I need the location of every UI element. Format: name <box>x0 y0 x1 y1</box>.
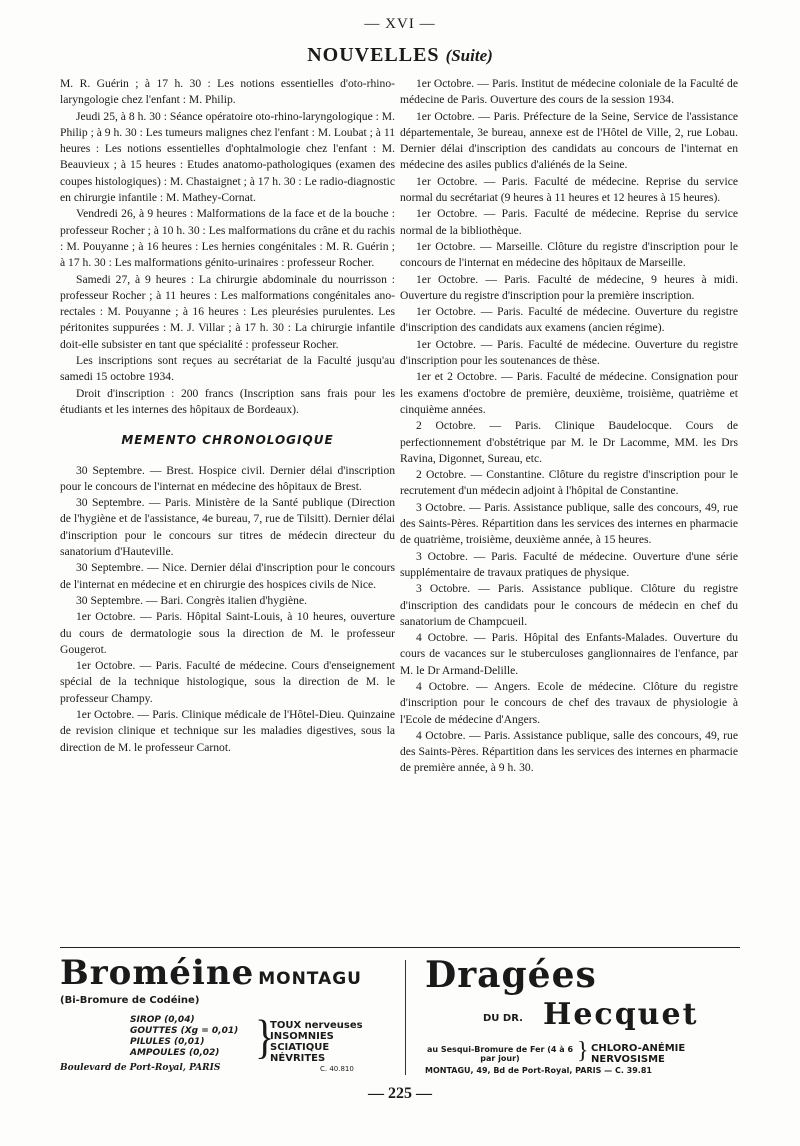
section-heading <box>0 44 800 67</box>
memento-entry: 30 Septembre. — Nice. Dernier délai d'inscription pour le concours de l'internat en médecine et en chirurgie des hospices civils de Nice. <box>60 561 395 591</box>
memento-entry: 1er Octobre. — Paris. Faculté de médecine. Ouverture du registre d'inscription pour les soutenances de thèse. <box>400 337 738 368</box>
indications <box>270 1020 363 1064</box>
memento-entry: 1er Octobre. — Paris. Faculté de médecine. Cours d'enseignement spécial de la technique histologique, sous la direction de M. le professeur Champy. <box>60 659 395 705</box>
page-folio: — XVI — <box>364 16 436 32</box>
bromeine-address: Boulevard de Port-Royal, PARIS <box>60 1063 221 1073</box>
dosage-form: SIROP (0,04) <box>130 1015 195 1025</box>
indication: CHLORO-ANÉMIE <box>591 1043 686 1054</box>
dragees-brand: Dragées <box>425 954 597 996</box>
hecquet-brand: Hecquet <box>543 997 699 1032</box>
paragraph: Droit d'inscription : 200 francs (Inscription sans frais pour les étudiants et les internes des hôpitaux de Bordeaux). <box>60 386 395 416</box>
montagu-maker: MONTAGU <box>258 969 362 989</box>
paragraph: Samedi 27, à 9 heures : La chirurgie abdominale du nourrisson : professeur Rocher ; à 11 heures : Les malformations congénitales ano-rectales : M. Pouyanne ; à 16 heures : Les pleurésies purulentes. Les péritonites suppurées : M. J. Villar ; à 17 h. 30 : La chirurgie infantile doit-elle subsister en tant que spécialité : professeur Rocher. <box>60 272 395 351</box>
right-column <box>400 76 738 777</box>
bromeine-code: C. 40.810 <box>320 1065 354 1073</box>
memento-entry: 4 Octobre. — Paris. Assistance publique, salle des concours, 49, rue des Saints-Pères. Répartition dans les services des internes en pharmacie de première année, à 9 h. 30. <box>400 728 738 775</box>
memento-entry: 1er Octobre. — Paris. Faculté de médecine. Reprise du service normal de la bibliothèque. <box>400 207 738 237</box>
memento-entry: 3 Octobre. — Paris. Faculté de médecine. Ouverture d'une série supplémentaire de travaux pratiques de physique. <box>400 549 738 579</box>
bromeine-subtitle: (Bi-Bromure de Codéine) <box>60 995 200 1006</box>
memento-entry: 1er Octobre. — Paris. Faculté de médecine, 9 heures à midi. Ouverture du registre d'inscription pour la première inscription. <box>400 272 738 302</box>
memento-entry: 30 Septembre. — Brest. Hospice civil. Dernier délai d'inscription pour le concours de l'internat en médecine des hôpitaux de Brest. <box>60 463 395 493</box>
memento-entry: 3 Octobre. — Paris. Assistance publique. Clôture du registre d'inscription des candidats pour le concours de médecin en chef du sanatorium de Champcueil. <box>400 582 738 628</box>
dosage-form: AMPOULES (0,02) <box>130 1048 220 1058</box>
indication: INSOMNIES <box>270 1031 334 1042</box>
paragraph: Jeudi 25, à 8 h. 30 : Séance opératoire oto-rhino-laryngologique : M. Philip ; à 9 h. 30 : Les tumeurs malignes chez l'enfant : M. Loubat ; à 11 heures : Les notions essentielles d'ophtalmologie chez l'enfant : M. Beauvieux ; à 15 heures : Etudes anatomo-pathologiques (examen des coupes histologiques) : M. Chastaignet ; à 17 h. 30 : Le radio-diagnostic en chirurgie infantile : M. Mathey-Cornat. <box>60 109 395 205</box>
dosage-forms <box>130 1015 238 1059</box>
paragraph: Les inscriptions sont reçues au secrétariat de la Faculté jusqu'au samedi 15 octobre 1934. <box>60 354 395 384</box>
brace-icon: } <box>255 1009 275 1064</box>
memento-entry: 4 Octobre. — Paris. Hôpital des Enfants-Malades. Ouverture du cours de vacances sur le stuberculoses ganglionnaires de l'enfance, par M. le Dr Armand-Delille. <box>400 631 738 677</box>
memento-entry: 1er Octobre. — Paris. Clinique médicale de l'Hôtel-Dieu. Quinzaine de revision clinique et technique sur les maladies digestives, sous la direction de M. le professeur Carnot. <box>60 707 395 754</box>
indication: NÉVRITES <box>270 1053 326 1064</box>
memento-entry: 30 Septembre. — Bari. Congrès italien d'hygiène. <box>76 593 308 607</box>
ad-separator <box>405 960 406 1075</box>
memento-entry: 30 Septembre. — Paris. Ministère de la Santé publique (Direction de l'hygiène et de l'assistance, 4e bureau, 7, rue de Tilsitt). Dernier délai d'inscription pour le concours sur titres de médecin directeur du sanatorium d'Hauteville. <box>60 496 395 559</box>
dosage-form: PILULES (0,01) <box>130 1037 205 1047</box>
hecquet-indications <box>591 1043 685 1065</box>
du-dr-label: DU DR. <box>483 1013 523 1024</box>
bromeine-brand: Broméine <box>60 953 255 993</box>
hecquet-address: MONTAGU, 49, Bd de Port-Royal, PARIS — C. 39.81 <box>425 1066 652 1075</box>
advertisements <box>60 955 740 1080</box>
ads-divider-rule <box>60 947 740 948</box>
dragees-ad <box>425 955 740 1080</box>
section-suite: (Suite) <box>445 46 493 65</box>
memento-entry: 2 Octobre. — Constantine. Clôture du registre d'inscription pour le recrutement d'un médecin adjoint à l'hôpital de Constantine. <box>400 468 738 498</box>
memento-entry: 4 Octobre. — Angers. Ecole de médecine. Clôture du registre d'inscription pour le concours de chef des travaux de physiologie à l'Ecole de médecine d'Angers. <box>400 679 738 726</box>
memento-entry: 1er Octobre. — Paris. Faculté de médecine. Reprise du service normal du secrétariat (9 heures à 11 heures et 12 heures à 15 heures). <box>400 174 738 205</box>
left-column <box>60 76 395 756</box>
paragraph: M. R. Guérin ; à 17 h. 30 : Les notions essentielles d'oto-rhino-laryngologie chez l'enfant : M. Philip. <box>60 77 395 107</box>
memento-entry: 1er Octobre. — Paris. Hôpital Saint-Louis, à 10 heures, ouverture du cours de dermatologie sous la direction de M. le professeur Gougerot. <box>60 610 395 656</box>
page-number: — 225 — <box>368 1085 432 1102</box>
memento-entry: 1er Octobre. — Paris. Faculté de médecine. Ouverture du registre d'inscription des candidats aux examens (ancien régime). <box>400 305 738 335</box>
indication: SCIATIQUE <box>270 1042 330 1053</box>
memento-entry: 1er et 2 Octobre. — Paris. Faculté de médecine. Consignation pour les examens d'octobre de première, deuxième, troisième, quatrième et cinquième années. <box>400 370 738 416</box>
memento-entry: 2 Octobre. — Paris. Clinique Baudelocque. Cours de perfectionnement d'obstétrique par M. le Dr Lacomme, MM. les Drs Ravina, Digonnet, Sureau, etc. <box>400 419 738 465</box>
paragraph: Vendredi 26, à 9 heures : Malformations de la face et de la bouche : professeur Rocher ; à 10 h. 30 : Les malformations du crâne et du rachis : M. Pouyanne ; à 16 heures : Les hernies congénitales : M. R. Guérin ; à 17 h. 30 : Les malformations génito-urinaires : professeur Rocher. <box>60 207 395 270</box>
indication: NERVOSISME <box>591 1054 665 1065</box>
indication: TOUX nerveuses <box>270 1020 363 1031</box>
dosage-form: GOUTTES (Xg = 0,01) <box>130 1026 239 1036</box>
memento-entry: 1er Octobre. — Paris. Préfecture de la Seine, Service de l'assistance départementale, 3e bureau, annexe est de l'Hôtel de Ville, 2, rue Lobau. Dernier délai d'inscription des candidats au concours de l'internat en médecine des asiles publics d'aliénés de la Seine. <box>400 109 738 172</box>
memento-entry: 1er Octobre. — Marseille. Clôture du registre d'inscription pour le concours de l'internat en médecine des hôpitaux de Marseille. <box>400 239 738 270</box>
bromeine-ad <box>60 955 390 1080</box>
section-title: NOUVELLES <box>307 44 440 66</box>
memento-entry: 3 Octobre. — Paris. Assistance publique, salle des concours, 49, rue des Saints-Pères. Répartition dans les services des internes en pharmacie de quatrième, troisième, deuxième année, à 15 heures. <box>400 500 738 547</box>
sesqui-bromure: au Sesqui-Bromure de Fer (4 à 6 par jour) <box>426 1045 574 1063</box>
memento-entry: 1er Octobre. — Paris. Institut de médecine coloniale de la Faculté de médecine de Paris. Ouverture des cours de la session 1934. <box>400 77 738 107</box>
memento-heading: MEMENTO CHRONOLOGIQUE <box>121 433 334 448</box>
brace-icon: } <box>577 1038 589 1064</box>
